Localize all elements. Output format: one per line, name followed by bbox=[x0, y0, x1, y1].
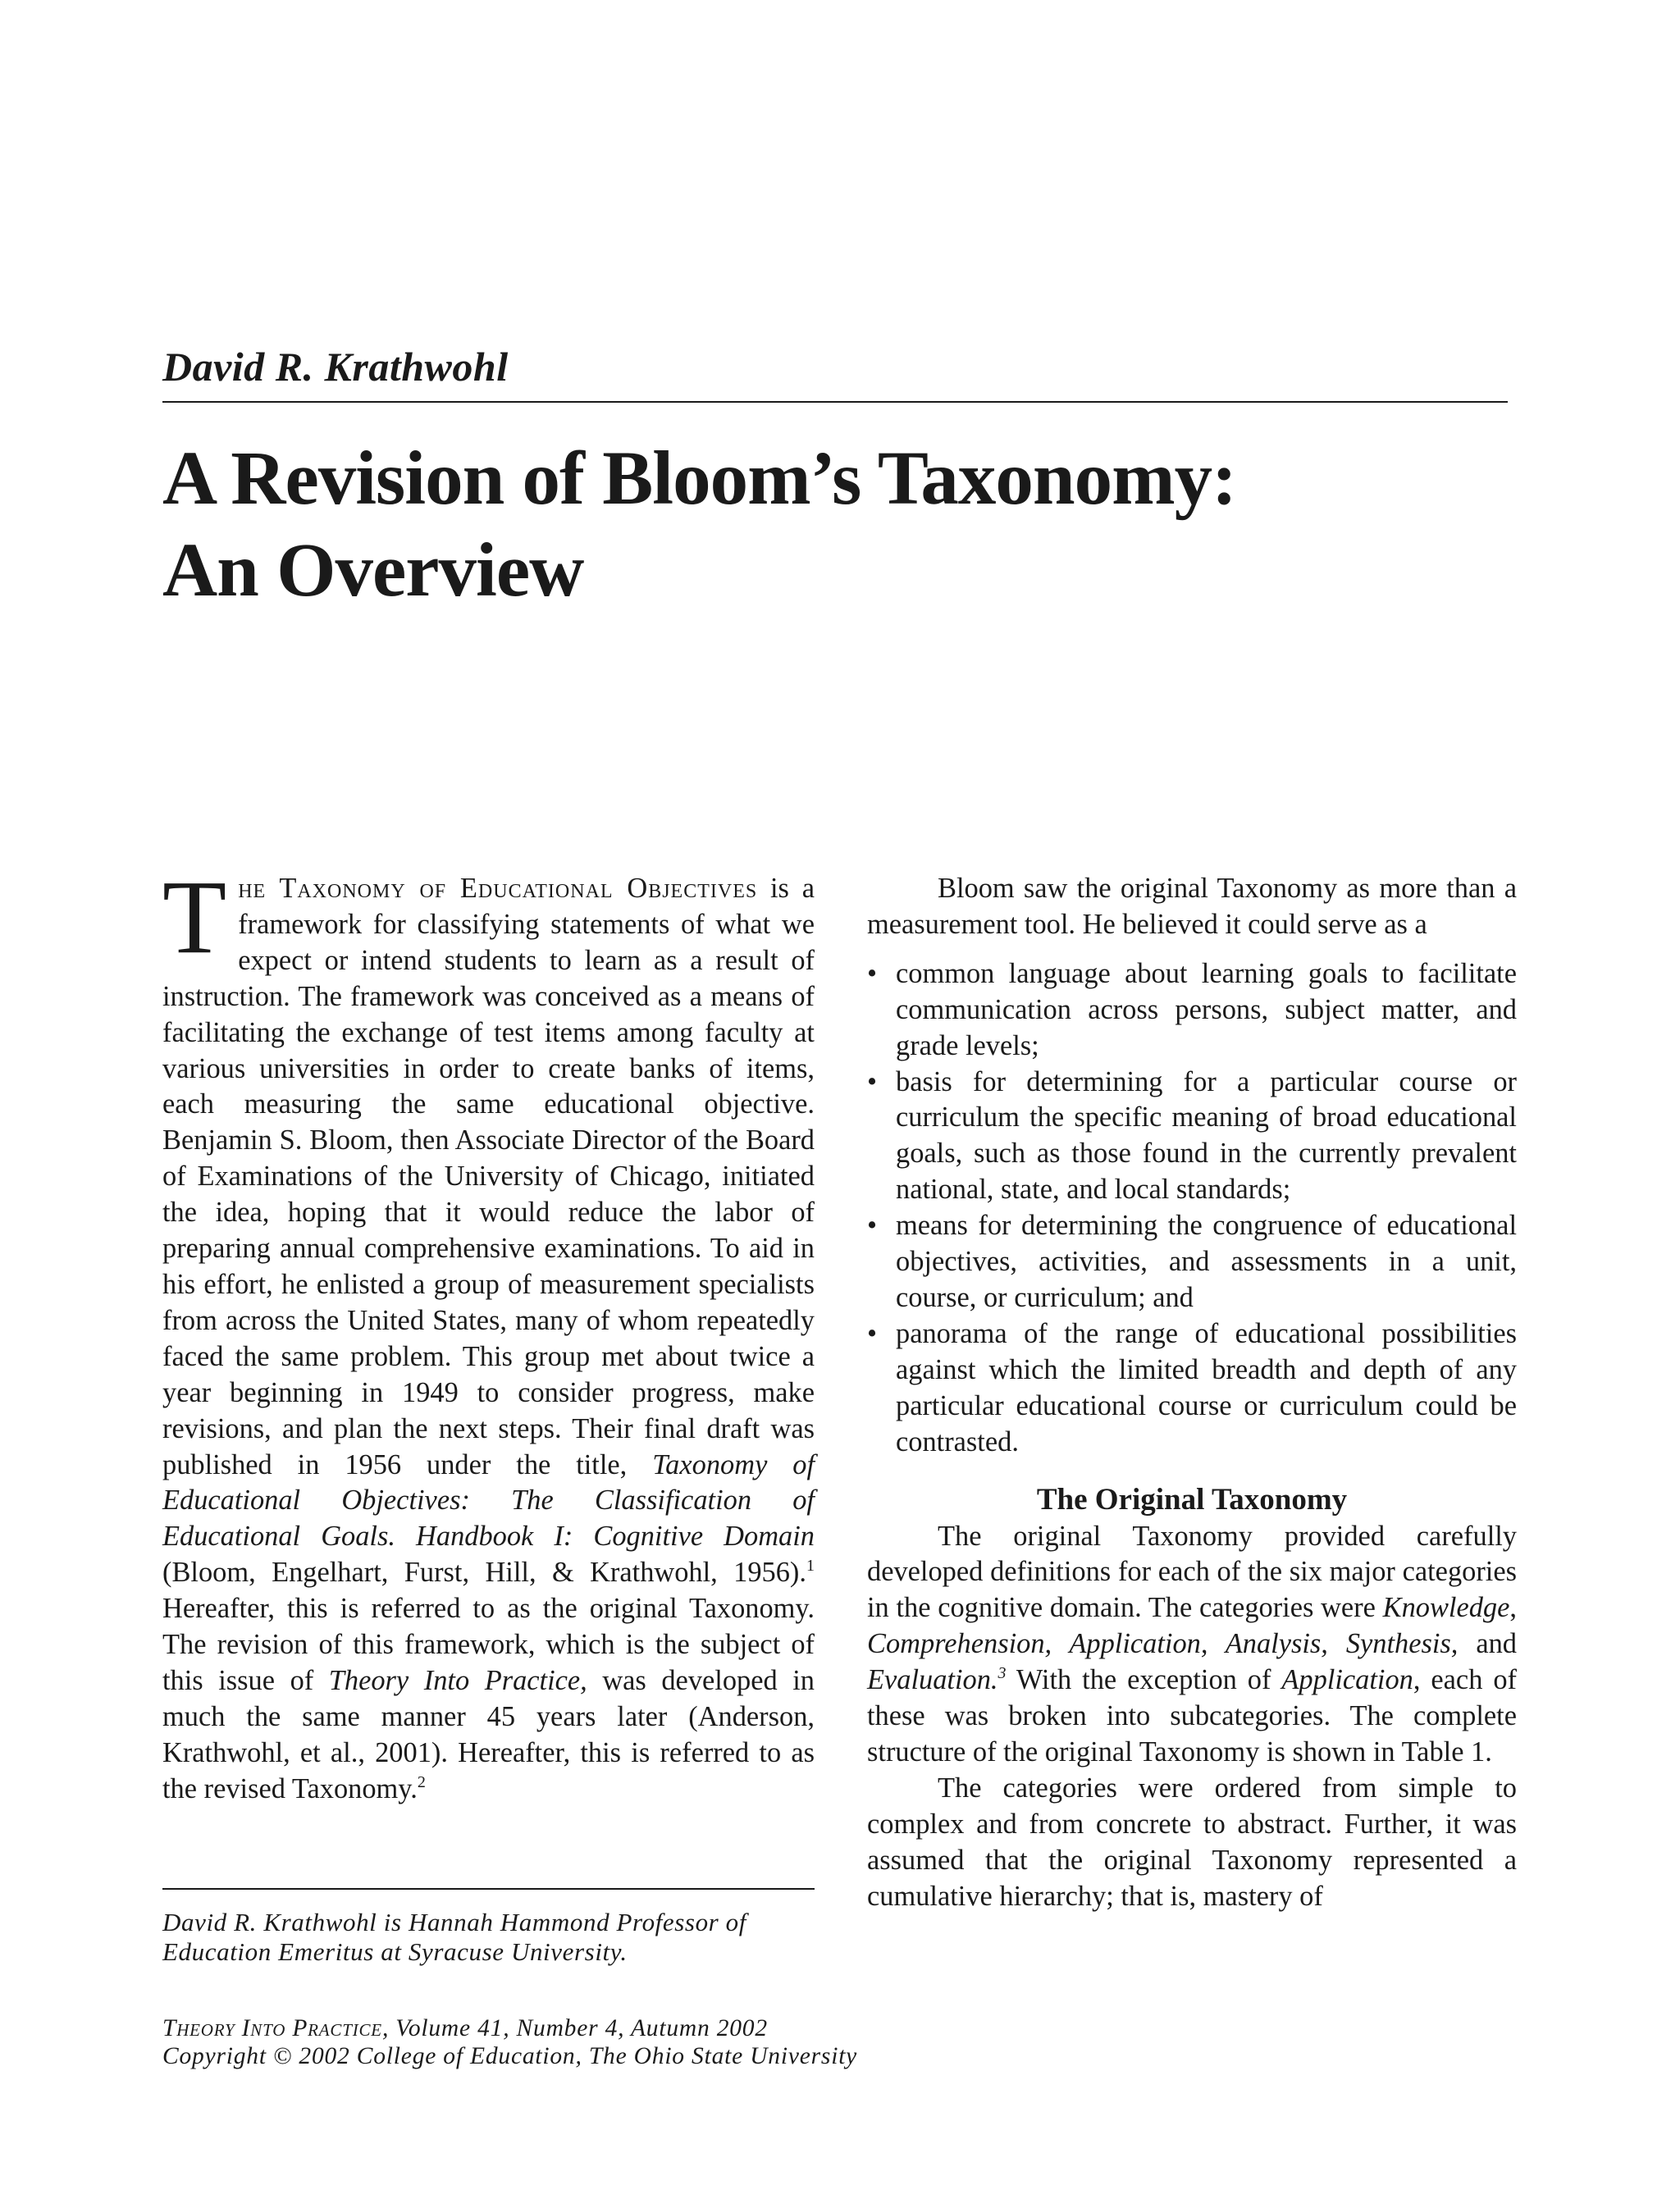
right-column bbox=[867, 871, 1517, 1914]
lead-small-caps: he Taxonomy of Educational Objectives bbox=[238, 873, 758, 904]
list-item-text: panorama of the range of educational possibilities against which the limited breadth and depth of any particular educational course or curriculum could be contrasted. bbox=[896, 1317, 1517, 1457]
intro-text-b: (Bloom, Engelhart, Furst, Hill, & Krathwohl, 1956). bbox=[162, 1557, 806, 1589]
author-name: David R. Krathwohl bbox=[162, 344, 509, 390]
bullet-icon: • bbox=[867, 1210, 878, 1242]
book-title: Taxonomy of Educational Objectives: The Classification of Educational Goals. Handbook I: Cognitive Domain bbox=[162, 1448, 815, 1553]
original-taxonomy-paragraph-1 bbox=[867, 1519, 1517, 1771]
author-footnote: David R. Krathwohl is Hannah Hammond Professor of Education Emeritus at Syracuse University. bbox=[162, 1908, 746, 1966]
intro-paragraph bbox=[162, 859, 815, 1808]
list-item bbox=[867, 1208, 1517, 1316]
intro-text-d: was developed in much the same manner 45 years later (Anderson, Krathwohl, et al., 2001). Hereafter, this is referred to as the revised Taxonomy. bbox=[162, 1664, 815, 1804]
header-rule bbox=[162, 401, 1508, 403]
footnote-rule bbox=[162, 1888, 815, 1890]
original-taxonomy-paragraph-2: The categories were ordered from simple to complex and from concrete to abstract. Further, it was assumed that the original Taxonomy represented a cumulative hierarchy; that is, mastery of bbox=[867, 1772, 1517, 1912]
bullet-icon: • bbox=[867, 957, 878, 989]
bullet-icon: • bbox=[867, 1317, 878, 1349]
bullet-icon: • bbox=[867, 1065, 878, 1097]
journal-citation bbox=[162, 2014, 857, 2042]
list-item bbox=[867, 1316, 1517, 1461]
list-item bbox=[867, 956, 1517, 1065]
category-knowledge: Knowledge bbox=[1382, 1592, 1510, 1624]
intro-text-c: Hereafter, this is referred to as the original Taxonomy. The revision of this framework, which is the subject of this issue of bbox=[162, 1593, 815, 1696]
section-heading: The Original Taxonomy bbox=[1036, 1482, 1348, 1517]
note-ref-1: 1 bbox=[806, 1557, 815, 1576]
title-line-1: A Revision of Bloom’s Taxonomy: bbox=[162, 436, 1237, 521]
left-column bbox=[162, 859, 815, 1808]
s1-text-b: With the exception of bbox=[1006, 1664, 1282, 1696]
s1-text-c: , each of these was broken into subcategories. The complete structure of the original Taxonomy is shown in Table 1. bbox=[867, 1664, 1517, 1768]
purpose-list bbox=[867, 956, 1517, 1461]
s1-text-a: The original Taxonomy provided carefully developed definitions for each of the six major categories in the cognitive domain. The categories were bbox=[867, 1520, 1517, 1624]
list-item-text: common language about learning goals to facilitate communication across persons, subject matter, and grade levels; bbox=[896, 957, 1517, 1061]
note-ref-2: 2 bbox=[417, 1772, 426, 1791]
journal-issue: , Volume 41, Number 4, Autumn 2002 bbox=[381, 2015, 768, 2041]
s1-sep-1: , bbox=[1509, 1592, 1517, 1624]
article-title bbox=[162, 433, 1475, 617]
bloom-intro-paragraph: Bloom saw the original Taxonomy as more than a measurement tool. He believed it could serve as a bbox=[867, 873, 1517, 940]
intro-text-a: is a framework for classifying statements of what we expect or intend students to learn as a result of instruction. The framework was conceived as a means of facilitating the exchange of test items among faculty at various universities in order to create banks of items, each measuring the same educational objective. Benjamin S. Bloom, then Associate Director of the Board of Examinations of the University of Chicago, initiated the idea, hoping that it would reduce the labor of preparing annual comprehensive examinations. To aid in his effort, he enlisted a group of measurement specialists from across the United States, many of whom repeatedly faced the same problem. This group met about twice a year beginning in 1949 to consider progress, make revisions, and plan the next steps. Their final draft was published in 1956 under the title, bbox=[162, 873, 815, 1480]
list-item bbox=[867, 1065, 1517, 1209]
journal-footer bbox=[162, 2014, 857, 2070]
s1-sep-2: and bbox=[1458, 1628, 1517, 1660]
list-item-text: basis for determining for a particular course or curriculum the specific meaning of broad educational goals, such as those found in the currently prevalent national, state, and local standards; bbox=[896, 1065, 1517, 1206]
copyright-line: Copyright © 2002 College of Education, The Ohio State University bbox=[162, 2043, 858, 2069]
list-item-text: means for determining the congruence of educational objectives, activities, and assessments in a unit, course, or curriculum; and bbox=[896, 1210, 1517, 1313]
category-list: Comprehension, Application, Analysis, Synthesis, bbox=[867, 1628, 1459, 1660]
title-line-2: An Overview bbox=[162, 528, 584, 613]
drop-cap: T bbox=[162, 859, 227, 975]
category-application: Application bbox=[1281, 1664, 1413, 1696]
journal-title-ref: Theory Into Practice, bbox=[328, 1664, 587, 1696]
category-evaluation: Evaluation. bbox=[867, 1664, 998, 1696]
note-ref-3: 3 bbox=[998, 1664, 1007, 1683]
journal-name: Theory Into Practice bbox=[162, 2015, 382, 2041]
